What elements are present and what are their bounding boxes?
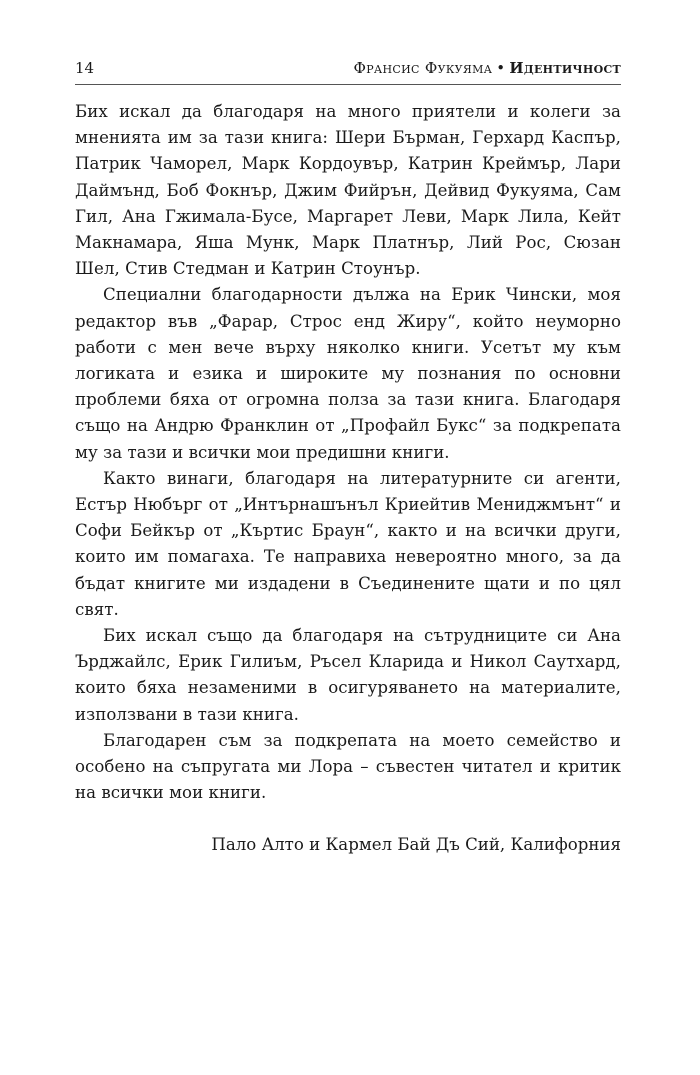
paragraph: Благодарен съм за подкрепата на моето семейство и особено на съпругата ми Лора – съвестен читател и критик на всички мои книги. — [75, 730, 621, 803]
place-signature: Пало Алто и Кармел Бай Дъ Сий, Калифорния — [211, 835, 621, 855]
header-separator: • — [496, 59, 506, 77]
paragraph: Бих искал да благодаря на много приятели и колеги за мненията им за тази книга: Шери Бърман, Герхард Каспър, Патрик Чаморел, Марк Кордоувър, Катрин Креймър, Лари Даймънд, Боб Фокнър, Джим Фийрън, Дейвид Фукуяма, Сам Гил, Ана Гжимала-Бусе, Маргарет Леви, Марк Лила, Кейт Макнамара, Яша Мунк, Марк Платнър, Лий Рос, Сюзан Шел, Стив Стедман и Катрин Стоунър. — [75, 102, 621, 279]
acknowledgements-text — [75, 99, 621, 806]
running-title — [353, 58, 621, 78]
paragraph: Бих искал също да благодаря на сътрудниците си Ана Ърджайлс, Ерик Гилиъм, Ръсел Кларида и Никол Саутхард, които бяха незаменими в осигуряването на материалите, използвани в тази книга. — [75, 626, 621, 724]
paragraph: Както винаги, благодаря на литературните си агенти, Естър Нюбърг от „Интърнашънъл Криейтив Мениджмънт“ и Софи Бейкър от „Къртис Браун“, както и на всички други, които им помагаха. Те направиха невероятно много, за да бъдат книгите ми издадени в Съединените щати и по цял свят. — [75, 468, 621, 619]
book-page — [75, 58, 621, 858]
running-header — [75, 58, 621, 85]
paragraph: Специални благодарности дължа на Ерик Чински, моя редактор във „Фарар, Строс енд Жиру“, който неуморно работи с мен вече върху няколко книги. Усетът му към логиката и езика и широките му познания по основни проблеми бяха от огромна полза за тази книга. Благодаря също на Андрю Франклин от „Профайл Букс“ за подкрепата му за тази и всички мои предишни книги. — [75, 285, 621, 462]
header-author: Франсис Фукуяма — [353, 59, 493, 77]
header-book-title: Идентичност — [509, 59, 621, 77]
page-number: 14 — [75, 59, 95, 77]
